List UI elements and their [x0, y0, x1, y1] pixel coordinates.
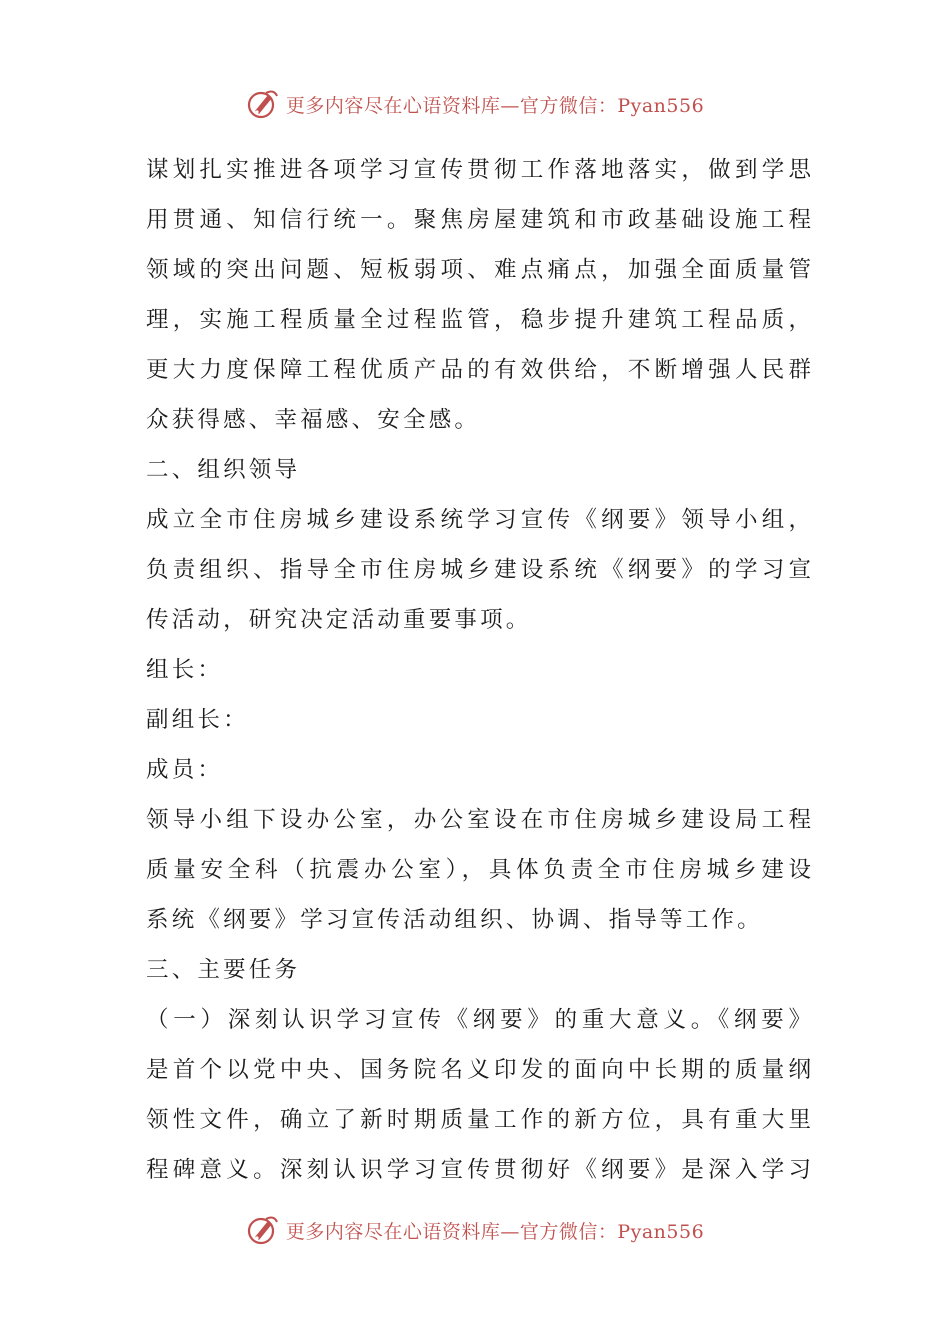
pen-logo-icon — [246, 87, 280, 121]
text-line: 领性文件，确立了新时期质量工作的新方位，具有重大里 — [146, 1107, 811, 1133]
text-line: 组长： — [146, 657, 224, 683]
text-line: 谋划扎实推进各项学习宣传贯彻工作落地落实，做到学思 — [146, 157, 811, 183]
document-body — [146, 145, 811, 1195]
watermark-text: 更多内容尽在心语资料库—官方微信：Pyan556 — [285, 1220, 705, 1243]
watermark-text: 更多内容尽在心语资料库—官方微信：Pyan556 — [285, 94, 705, 117]
text-line: （一）深刻认识学习宣传《纲要》的重大意义。《纲要》 — [146, 1007, 811, 1033]
text-line: 更大力度保障工程优质产品的有效供给，不断增强人民群 — [146, 357, 811, 383]
text-line: 是首个以党中央、国务院名义印发的面向中长期的质量纲 — [146, 1057, 811, 1083]
header-watermark — [0, 82, 950, 126]
text-line: 用贯通、知信行统一。聚焦房屋建筑和市政基础设施工程 — [146, 207, 811, 233]
footer-watermark — [0, 1208, 950, 1252]
text-line: 众获得感、幸福感、安全感。 — [146, 407, 481, 433]
text-line: 负责组织、指导全市住房城乡建设系统《纲要》的学习宣 — [146, 557, 811, 583]
text-line: 领域的突出问题、短板弱项、难点痛点，加强全面质量管 — [146, 257, 811, 283]
text-line: 理，实施工程质量全过程监管，稳步提升建筑工程品质， — [146, 307, 811, 333]
text-line: 副组长： — [146, 707, 249, 733]
text-line: 传活动，研究决定活动重要事项。 — [146, 607, 532, 633]
text-line: 质量安全科（抗震办公室），具体负责全市住房城乡建设 — [146, 857, 811, 883]
text-line: 成立全市住房城乡建设系统学习宣传《纲要》领导小组， — [146, 507, 811, 533]
text-line: 成员： — [146, 757, 224, 783]
text-line: 三、主要任务 — [146, 957, 301, 983]
text-line: 系统《纲要》学习宣传活动组织、协调、指导等工作。 — [146, 907, 763, 933]
text-line: 领导小组下设办公室，办公室设在市住房城乡建设局工程 — [146, 807, 811, 833]
pen-logo-icon — [246, 1213, 280, 1247]
text-line: 二、组织领导 — [146, 457, 301, 483]
text-line: 程碑意义。深刻认识学习宣传贯彻好《纲要》是深入学习 — [146, 1157, 811, 1183]
